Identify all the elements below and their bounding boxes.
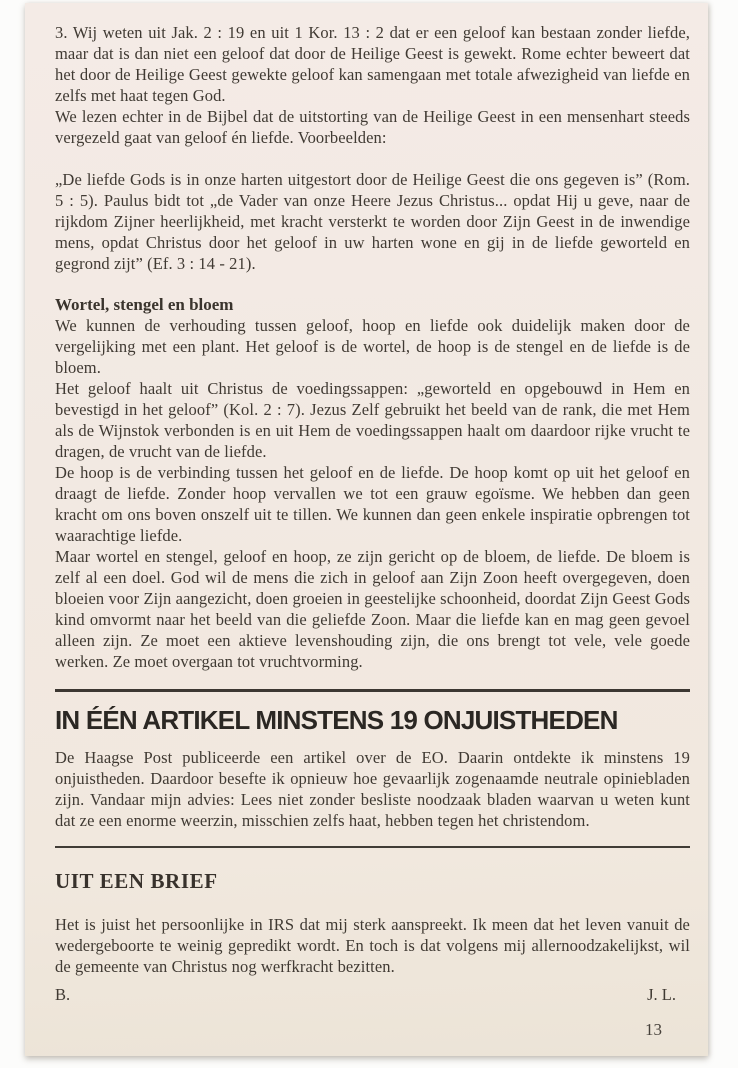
wortel-paragraph-4: Maar wortel en stengel, geloof en hoop, ze zijn gericht op de bloem, de liefde. De bloem is zelf al een doel. God wil de mens die zich in geloof aan Zijn Zoon heeft overgegeven, doen bloeien voor Zijn aangezicht, doen groeien in geestelijke schoonheid, doordat Zijn Geest Gods kind omvormt naar het beeld van die geliefde Zoon. Maar die liefde kan en mag geen gevoel alleen zijn. Ze moet een aktieve levenshouding zijn, die ons brengt tot vele, vele goede werken. Ze moet overgaan tot vruchtvorming. — [55, 547, 690, 671]
intro-paragraph-2: We lezen echter in de Bijbel dat de uitstorting van de Heilige Geest in een mensenhart steeds vergezeld gaat van geloof én liefde. Voorbeelden: — [55, 107, 690, 147]
brief-paragraph: Het is juist het persoonlijke in IRS dat mij sterk aanspreekt. Ik meen dat het leven vanuit de wedergeboorte te weinig gepredikt wordt. En toch is dat volgens mij allernoodzakelijkst, wil de gemeente van Christus nog werfkracht bezitten. — [55, 915, 690, 976]
divider-rule-bottom — [55, 846, 690, 848]
subheading-wortel-stengel-bloem: Wortel, stengel en bloem — [55, 295, 234, 314]
heading-uit-een-brief: UIT EEN BRIEF — [55, 869, 218, 893]
wortel-paragraph-3: De hoop is de verbinding tussen het geloof en de liefde. De hoop komt op uit het geloof en draagt de liefde. Zonder hoop vervallen we tot een grauw egoïsme. We hebben dan geen kracht om ons boven onszelf uit te tillen. We kunnen dan geen enkele inspiratie opbrengen tot waarachtige liefde. — [55, 463, 690, 545]
page-number: 13 — [645, 1020, 662, 1039]
intro-paragraph-1: 3. Wij weten uit Jak. 2 : 19 en uit 1 Kor. 13 : 2 dat er een geloof kan bestaan zonder liefde, maar dat is dan niet een geloof dat door de Heilige Geest is gewekt. Rome echter beweert dat het door de Heilige Geest gewekte geloof kan samengaan met totale afwezigheid van liefde en zelfs met haat tegen God. — [55, 23, 690, 105]
signature-initial-right: J. L. — [647, 985, 676, 1004]
signature-row — [55, 984, 690, 1005]
page-content — [55, 22, 690, 1005]
signature-initial-left: B. — [55, 985, 71, 1004]
wortel-paragraph-1: We kunnen de verhouding tussen geloof, hoop en liefde ook duidelijk maken door de vergelijking met een plant. Het geloof is de wortel, de hoop is de stengel en de liefde is de bloem. — [55, 316, 690, 377]
magazine-page — [25, 3, 708, 1056]
artikel-paragraph: De Haagse Post publiceerde een artikel over de EO. Daarin ontdekte ik minstens 19 onjuistheden. Daardoor besefte ik opnieuw hoe gevaarlijk zogenaamde neutrale opiniebladen zijn. Vandaar mijn advies: Lees niet zonder besliste noodzaak bladen waarvan u weten kunt dat ze een enorme weerzin, misschien zelfs haat, hebben tegen het christendom. — [55, 748, 690, 830]
intro-quote-paragraph: „De liefde Gods is in onze harten uitgestort door de Heilige Geest die ons gegeven is” (Rom. 5 : 5). Paulus bidt tot „de Vader van onze Heere Jezus Christus... opdat Hij u geve, naar de rijkdom Zijner heerlijkheid, met kracht versterkt te worden door Zijn Geest in de inwendige mens, opdat Christus door het geloof in uw harten wone en gij in de liefde geworteld en gegrond zijt” (Ef. 3 : 14 - 21). — [55, 170, 690, 273]
wortel-paragraph-2: Het geloof haalt uit Christus de voedingssappen: „geworteld en opgebouwd in Hem en bevestigd in het geloof” (Kol. 2 : 7). Jezus Zelf gebruikt het beeld van de rank, die met Hem als de Wijnstok verbonden is en uit Hem de voedingssappen haalt om daardoor rijke vrucht te dragen, de vrucht van de liefde. — [55, 379, 690, 461]
headline-artikel-onjuistheden: IN ÉÉN ARTIKEL MINSTENS 19 ONJUISTHEDEN — [55, 705, 618, 735]
divider-rule-top — [55, 689, 690, 692]
